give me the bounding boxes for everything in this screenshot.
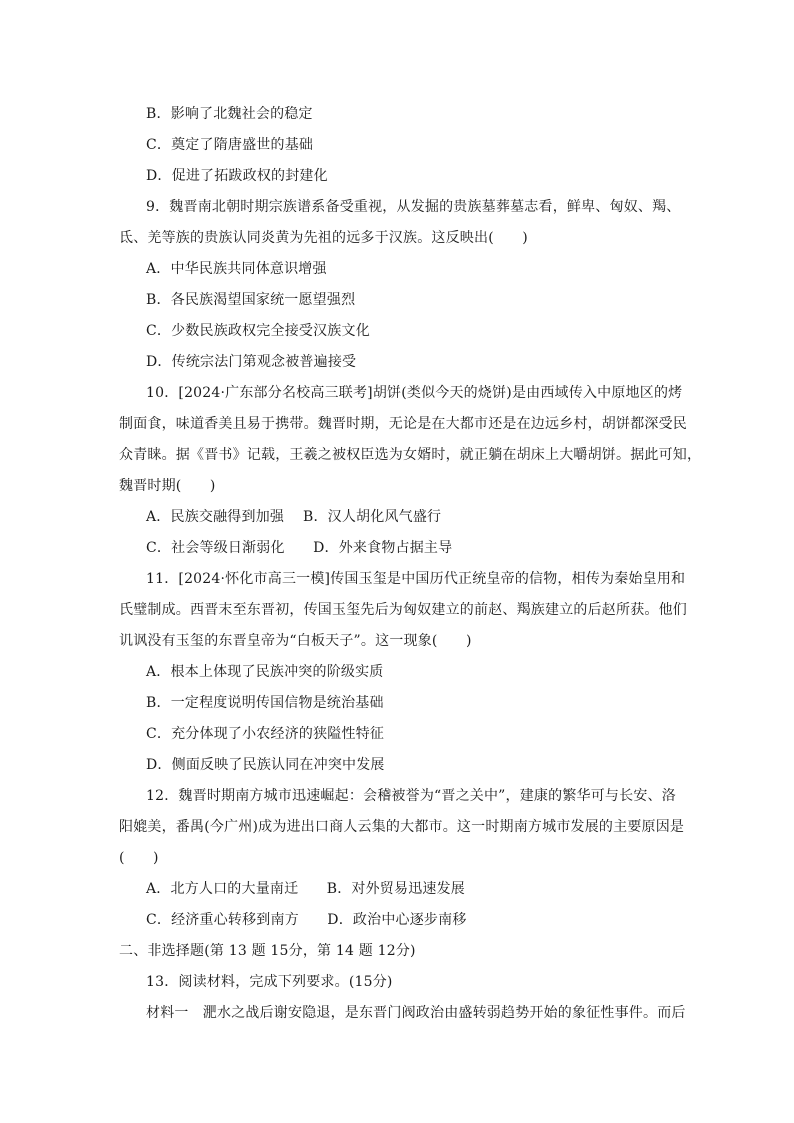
q11-stem-line2: 氏璧制成。西晋末至东晋初，传国玉玺先后为匈奴建立的前赵、羯族建立的后赵所获。他们 xyxy=(119,602,687,618)
q10-stem-line1: 10．[2024·广东部分名校高三联考]胡饼(类似今天的烧饼)是由西域传入中原地区的烤 xyxy=(146,385,683,401)
q12-stem-line1: 12．魏晋时期南方城市迅速崛起：会稽被誉为“晋之关中”，建康的繁华可与长安、洛 xyxy=(146,788,676,804)
q12-options-row2: C．经济重心转移到南方 D．政治中心逐步南移 xyxy=(146,912,467,928)
q9-option-c: C．少数民族政权完全接受汉族文化 xyxy=(146,323,370,339)
q11-option-d: D．侧面反映了民族认同在冲突中发展 xyxy=(146,757,385,773)
q12-stem-line3: ( ) xyxy=(119,850,159,866)
q10-stem-line3: 众青睐。据《晋书》记载，王羲之被权臣选为女婿时，就正躺在胡床上大嚼胡饼。据此可知， xyxy=(119,447,702,463)
q9-stem-line2: 氐、羌等族的贵族认同炎黄为先祖的远多于汉族。这反映出( ) xyxy=(119,230,528,246)
q11-stem-line3: 讥讽没有玉玺的东晋皇帝为“白板天子”。这一现象( ) xyxy=(119,633,472,649)
q12-options-row1: A．北方人口的大量南迁 B．对外贸易迅速发展 xyxy=(146,881,465,897)
q9-stem-line1: 9．魏晋南北朝时期宗族谱系备受重视，从发掘的贵族墓葬墓志看，鲜卑、匈奴、羯、 xyxy=(146,199,681,215)
q10-options-row1: A．民族交融得到加强 B．汉人胡化风气盛行 xyxy=(146,509,442,525)
q10-options-row2: C．社会等级日渐弱化 D．外来食物占据主导 xyxy=(146,540,453,556)
q10-stem-line4: 魏晋时期( ) xyxy=(119,478,216,494)
q11-option-a: A．根本上体现了民族冲突的阶级实质 xyxy=(146,664,384,680)
q13-stem: 13．阅读材料，完成下列要求。(15分) xyxy=(146,974,393,990)
q9-option-d: D．传统宗法门第观念被普遍接受 xyxy=(146,354,357,370)
q9-option-b: B．各民族渴望国家统一愿望强烈 xyxy=(146,292,356,308)
q11-option-c: C．充分体现了小农经济的狭隘性特征 xyxy=(146,726,385,742)
q12-stem-line2: 阳媲美，番禺(今广州)成为进出口商人云集的大都市。这一时期南方城市发展的主要原因是 xyxy=(119,819,685,835)
q11-option-b: B．一定程度说明传国信物是统治基础 xyxy=(146,695,384,711)
q13-material1: 材料一 淝水之战后谢安隐退，是东晋门阀政治由盛转弱趋势开始的象征性事件。而后 xyxy=(146,1005,686,1021)
q8-option-b: B．影响了北魏社会的稳定 xyxy=(146,106,313,122)
q9-option-a: A．中华民族共同体意识增强 xyxy=(146,261,327,277)
q11-stem-line1: 11．[2024·怀化市高三一模]传国玉玺是中国历代正统皇帝的信物，相传为秦始皇用和 xyxy=(146,571,686,587)
q8-option-c: C．奠定了隋唐盛世的基础 xyxy=(146,137,314,153)
q8-option-d: D．促进了拓跋政权的封建化 xyxy=(146,168,328,184)
section-heading-nonchoice: 二、非选择题(第 13 题 15分，第 14 题 12分) xyxy=(119,943,416,959)
q10-stem-line2: 制面食，味道香美且易于携带。魏晋时期，无论是在大都市还是在边远乡村，胡饼都深受民 xyxy=(119,416,687,432)
